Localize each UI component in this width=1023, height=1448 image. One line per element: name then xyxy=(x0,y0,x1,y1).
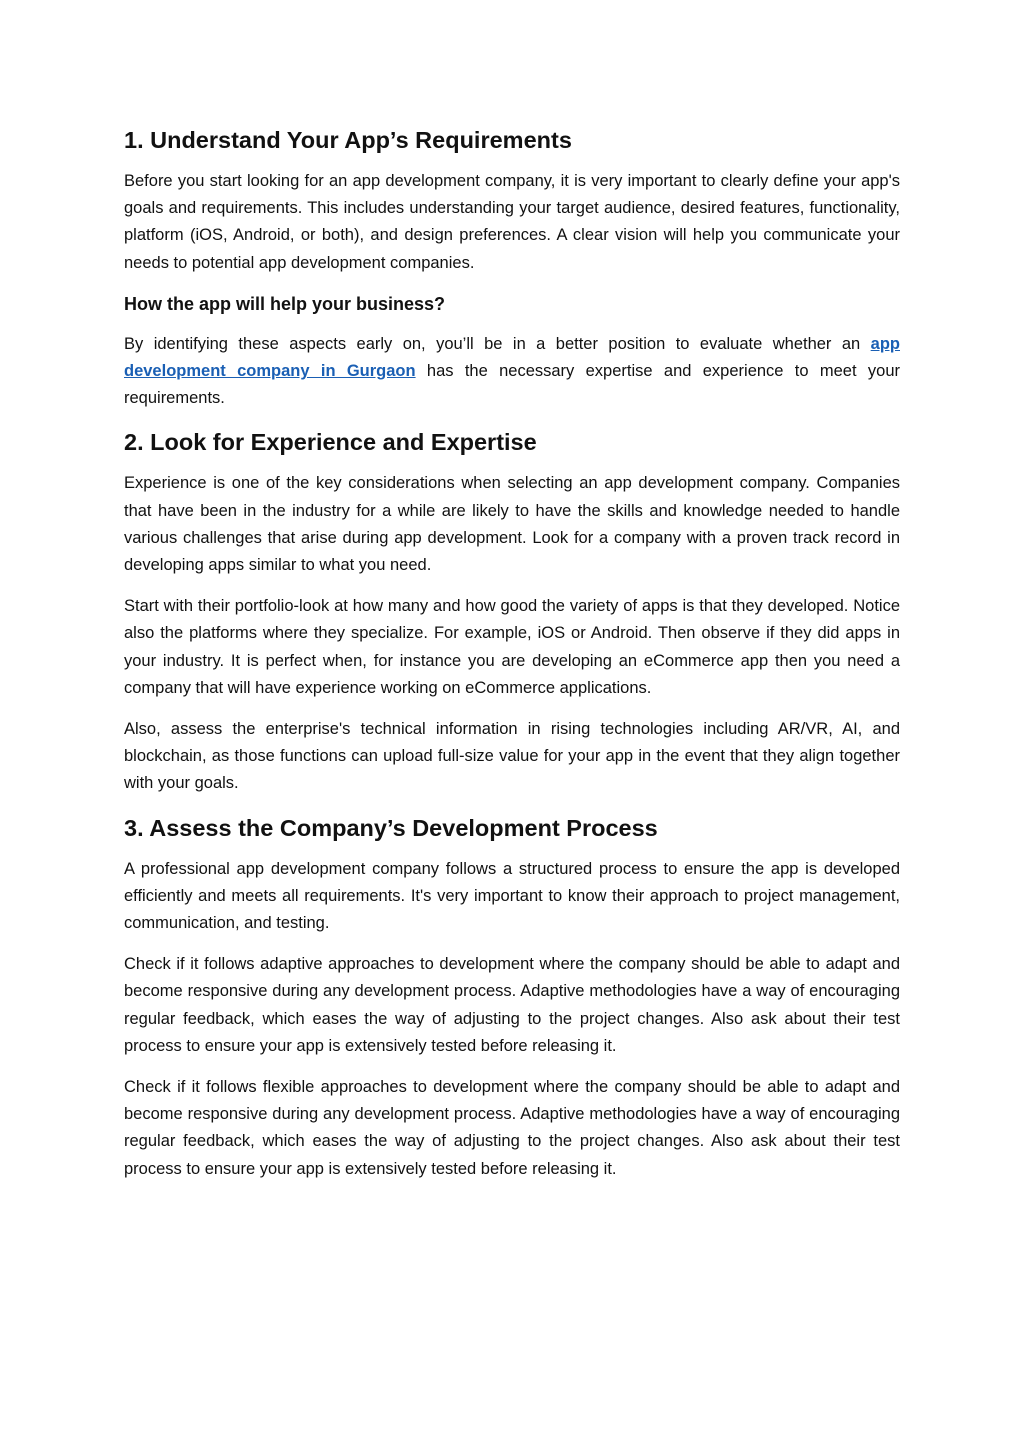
section-2-heading: 2. Look for Experience and Expertise xyxy=(124,429,537,456)
link-paragraph-after: has the necessary expertise and experience to meet your requirements. xyxy=(124,362,900,408)
section-2-paragraph-2: Start with their portfolio-look at how many and how good the variety of apps is that they developed. Notice also the platforms where they specialize. For example, iOS or Android. Then observe if they did apps in your industry. It is perfect when, for instance you are developing an eCommerce app then you need a company that will have experience working on eCommerce applications. xyxy=(124,597,900,697)
section-2-paragraph-3: Also, assess the enterprise's technical information in rising technologies including AR/VR, AI, and blockchain, as those functions can upload full-size value for your app in the event that they align together with your goals. xyxy=(124,720,900,793)
section-3-paragraph-1: A professional app development company follows a structured process to ensure the app is developed efficiently and meets all requirements. It's very important to know their approach to project management, communication, and testing. xyxy=(124,859,900,933)
app-development-company-link[interactable]: app development company in Gurgaon xyxy=(124,334,900,381)
section-2-paragraph-1: Experience is one of the key considerations when selecting an app development company. Companies that have been in the industry for a while are likely to have the skills and knowledge needed to handle various challenges that arise during app development. Look for a company with a proven track record in developing apps similar to what you need. xyxy=(124,474,900,575)
section-1-paragraph-1: Before you start looking for an app development company, it is very important to clearly define your app's goals and requirements. This includes understanding your target audience, desired features, functionality, platform (iOS, Android, or both), and design preferences. A clear vision will help you communicate your needs to potential app development companies. xyxy=(124,172,900,272)
section-1-heading: 1. Understand Your App’s Requirements xyxy=(124,127,572,153)
section-3-heading: 3. Assess the Company’s Development Process xyxy=(124,814,658,841)
section-1-link-paragraph xyxy=(124,331,900,413)
document-page xyxy=(124,124,900,1197)
section-3-paragraph-2: Check if it follows adaptive approaches to development where the company should be able to adapt and become responsive during any development process. Adaptive methodologies have a way of encouraging regular feedback, which eases the way of adjusting to the project changes. Also ask about their test process to ensure your app is extensively tested before releasing it. xyxy=(124,955,900,1055)
section-1-subheading: How the app will help your business? xyxy=(124,293,446,314)
section-3-paragraph-3: Check if it follows flexible approaches to development where the company should be able to adapt and become responsive during any development process. Adaptive methodologies have a way of encouraging regular feedback, which eases the way of adjusting to the project changes. Also ask about their test process to ensure your app is extensively tested before releasing it. xyxy=(124,1078,900,1178)
link-paragraph-before: By identifying these aspects early on, you’ll be in a better position to evaluate whether an xyxy=(124,334,871,353)
